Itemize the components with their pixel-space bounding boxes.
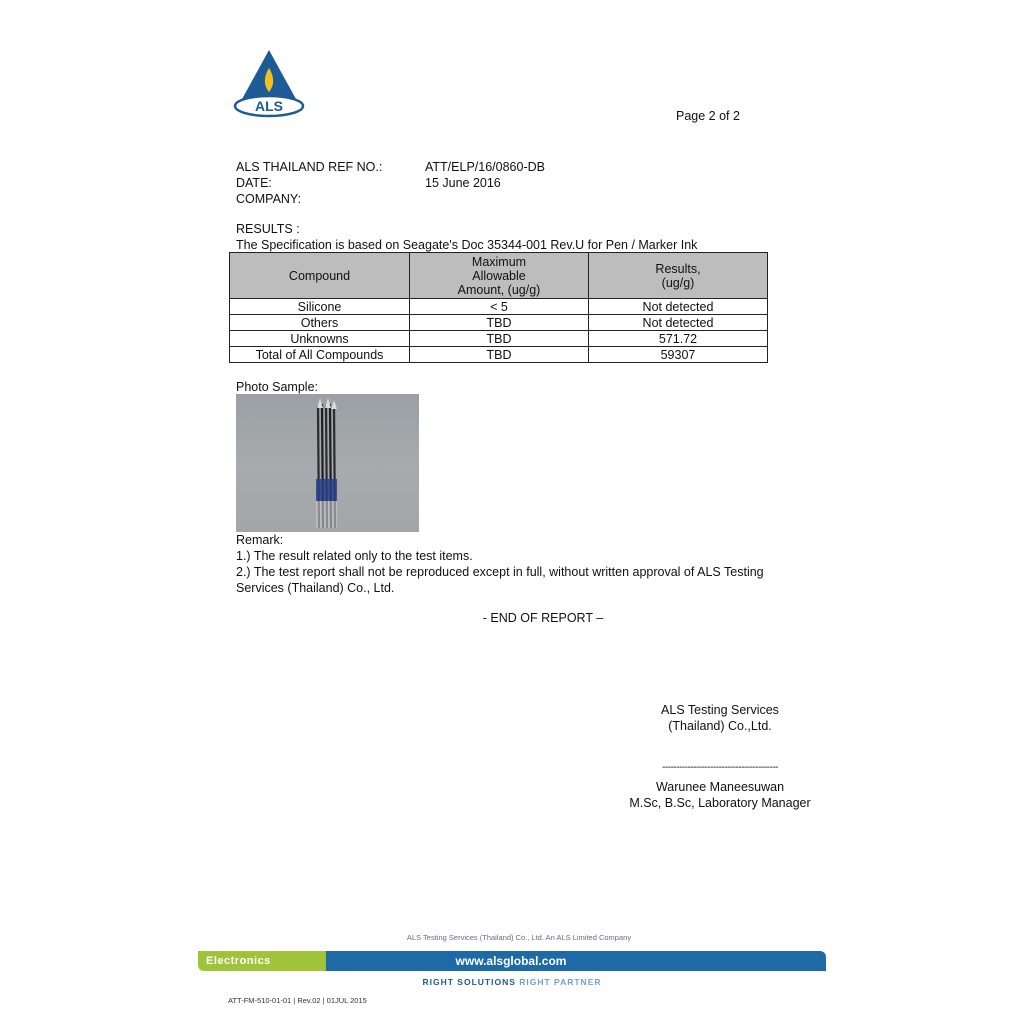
signature-line: ----------------------------------------- <box>661 762 779 773</box>
header-compound: Compound <box>230 253 410 299</box>
form-code: ATT-FM-510-01-01 | Rev.02 | 01JUL 2015 <box>228 996 367 1005</box>
cell-result: Not detected <box>589 299 768 315</box>
ref-value: ATT/ELP/16/0860-DB <box>425 160 545 174</box>
cell-result: Not detected <box>589 315 768 331</box>
results-title: RESULTS : <box>236 222 300 236</box>
division-label: Electronics <box>198 951 326 971</box>
table-row <box>230 347 768 363</box>
remark-item-2-cont: Services (Thailand) Co., Ltd. <box>236 581 395 595</box>
page-number: Page 2 of 2 <box>676 109 740 123</box>
cell-max: < 5 <box>410 299 589 315</box>
table-header-row <box>230 253 768 299</box>
date-row <box>236 175 545 191</box>
date-value: 15 June 2016 <box>425 176 501 190</box>
logo-text: ALS <box>255 98 283 114</box>
company-row <box>236 191 545 207</box>
photo-label: Photo Sample: <box>236 380 318 394</box>
remark-item-2: 2.) The test report shall not be reproduced except in full, without written approval of ALS Testing <box>236 565 764 579</box>
cell-compound: Silicone <box>230 299 410 315</box>
end-of-report: - END OF REPORT – <box>482 611 604 625</box>
cell-compound: Others <box>230 315 410 331</box>
specification-line: The Specification is based on Seagate's Doc 35344-001 Rev.U for Pen / Marker Ink <box>236 238 698 252</box>
table-row <box>230 299 768 315</box>
report-meta <box>236 159 545 207</box>
footer-bar <box>198 951 826 971</box>
remark-title: Remark: <box>236 533 284 547</box>
website-link[interactable]: www.alsglobal.com <box>326 951 826 971</box>
tagline-right-partner: RIGHT PARTNER <box>519 977 602 987</box>
signature-company <box>620 702 820 734</box>
als-logo <box>232 48 306 118</box>
footer-company: ALS Testing Services (Thailand) Co., Ltd. An ALS Limited Company <box>406 933 632 942</box>
cell-result: 571.72 <box>589 331 768 347</box>
photo-sample <box>236 394 419 532</box>
cell-max: TBD <box>410 315 589 331</box>
cell-result: 59307 <box>589 347 768 363</box>
table-row <box>230 331 768 347</box>
cell-compound: Total of All Compounds <box>230 347 410 363</box>
date-label: DATE: <box>236 176 272 190</box>
company-label: COMPANY: <box>236 192 302 206</box>
signatory-title: M.Sc, B.Sc, Laboratory Manager <box>629 796 811 810</box>
results-table <box>229 252 768 363</box>
table-row <box>230 315 768 331</box>
pen-refills-image <box>236 394 419 532</box>
cell-compound: Unknowns <box>230 331 410 347</box>
header-results: Results, (ug/g) <box>589 253 768 299</box>
footer-tagline <box>0 977 1024 987</box>
header-max-allowable: Maximum Allowable Amount, (ug/g) <box>410 253 589 299</box>
remark-item-1: 1.) The result related only to the test items. <box>236 549 473 563</box>
signatory-name: Warunee Maneesuwan <box>655 780 785 794</box>
tagline-right-solutions: RIGHT SOLUTIONS <box>422 977 516 987</box>
ref-row <box>236 159 545 175</box>
ref-label: ALS THAILAND REF NO.: <box>236 160 383 174</box>
cell-max: TBD <box>410 331 589 347</box>
signature-company-line2: (Thailand) Co.,Ltd. <box>668 719 772 733</box>
signature-company-line1: ALS Testing Services <box>661 703 779 717</box>
cell-max: TBD <box>410 347 589 363</box>
